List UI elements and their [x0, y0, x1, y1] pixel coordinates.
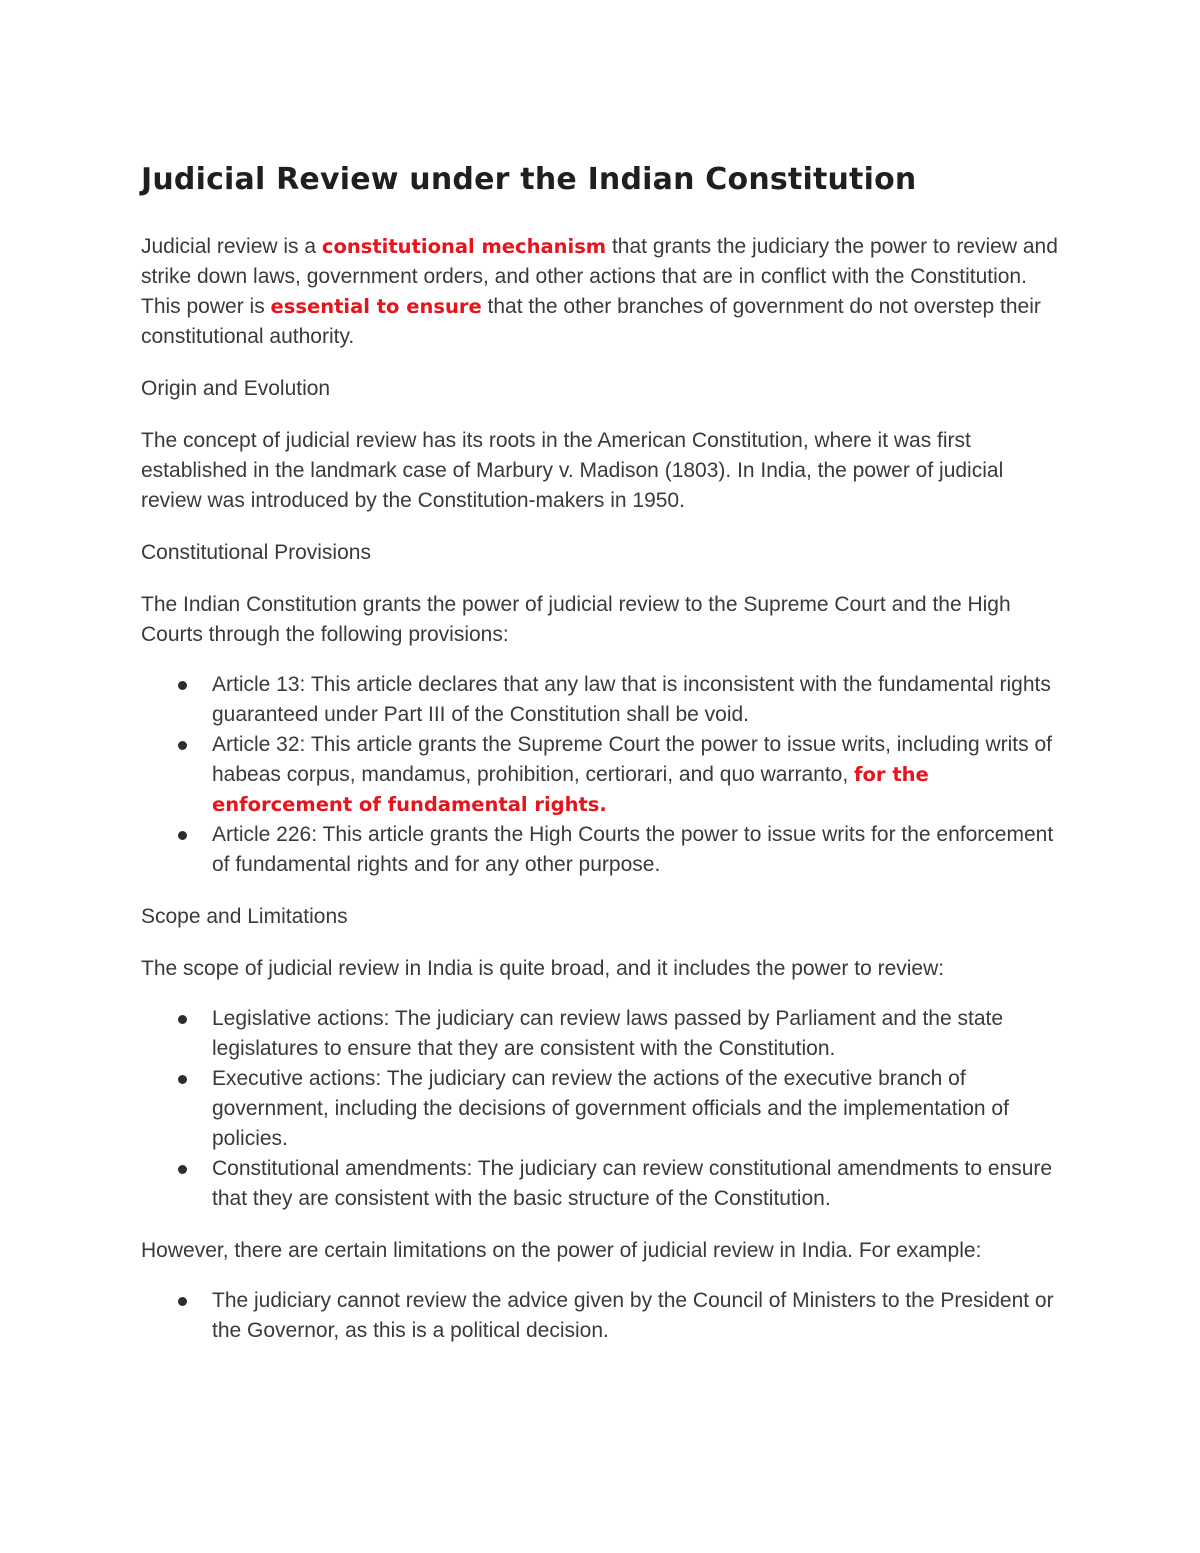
list-item: [141, 1064, 1061, 1154]
origin-paragraph: The concept of judicial review has its roots in the American Constitution, where it was first established in the landmark case of Marbury v. Madison (1803). In India, the power of judicial review was introduced by the Constitution-makers in 1950.: [141, 429, 1004, 512]
intro-highlight-1: constitutional mechanism: [321, 235, 607, 258]
provisions-paragraph: The Indian Constitution grants the power of judicial review to the Supreme Court and the High Courts through the following provisions:: [141, 593, 1011, 646]
intro-text-1: Judicial review is a: [141, 235, 322, 258]
bullet-icon: [178, 681, 187, 690]
list-item: [141, 1286, 1061, 1346]
bullet-icon: [178, 831, 187, 840]
bullet-icon: [178, 741, 187, 750]
scope-list: [141, 1004, 1061, 1214]
list-item-text: The judiciary cannot review the advice given by the Council of Ministers to the President or the Governor, as this is a political decision.: [212, 1289, 1054, 1342]
scope-paragraph: The scope of judicial review in India is quite broad, and it includes the power to review:: [141, 957, 945, 980]
section-heading-origin: Origin and Evolution: [141, 377, 331, 400]
list-item-text: Executive actions: The judiciary can review the actions of the executive branch of government, including the decisions of government officials and the implementation of policies.: [212, 1067, 1009, 1150]
document-page: [141, 158, 1061, 1368]
provisions-list: [141, 670, 1061, 880]
list-item: [141, 1004, 1061, 1064]
list-item-text: Article 13: This article declares that any law that is inconsistent with the fundamental rights guaranteed under Part III of the Constitution shall be void.: [212, 673, 1051, 726]
section-heading-provisions: Constitutional Provisions: [141, 541, 371, 564]
limitations-list: [141, 1286, 1061, 1346]
list-item: [141, 670, 1061, 730]
list-item: [141, 820, 1061, 880]
intro-paragraph: [141, 232, 1061, 352]
list-item: [141, 730, 1061, 820]
limitations-paragraph: However, there are certain limitations on the power of judicial review in India. For example:: [141, 1239, 982, 1262]
list-item-text: Legislative actions: The judiciary can review laws passed by Parliament and the state legislatures to ensure that they are consistent with the Constitution.: [212, 1007, 1004, 1060]
intro-text-2: that grants the judiciary the power to review and strike down laws, government orders, and other actions that are in conflict with the Constitution. This power is: [141, 235, 1058, 318]
intro-highlight-2: essential to ensure: [270, 295, 482, 318]
list-item-text: Constitutional amendments: The judiciary can review constitutional amendments to ensure that they are consistent with the basic structure of the Constitution.: [212, 1157, 1053, 1210]
intro-text-3: that the other branches of government do not overstep their constitutional authority.: [141, 295, 1041, 348]
document-title: Judicial Review under the Indian Constitution: [141, 162, 917, 197]
list-item-highlight: for the enforcement of fundamental rights.: [212, 763, 929, 816]
list-item-text: Article 226: This article grants the High Courts the power to issue writs for the enforcement of fundamental rights and for any other purpose.: [212, 823, 1054, 876]
bullet-icon: [178, 1015, 187, 1024]
list-item: [141, 1154, 1061, 1214]
bullet-icon: [178, 1297, 187, 1306]
bullet-icon: [178, 1075, 187, 1084]
section-heading-scope: Scope and Limitations: [141, 905, 348, 928]
list-item-text: Article 32: This article grants the Supreme Court the power to issue writs, including writs of habeas corpus, mandamus, prohibition, certiorari, and quo warranto,: [212, 733, 1052, 786]
bullet-icon: [178, 1165, 187, 1174]
